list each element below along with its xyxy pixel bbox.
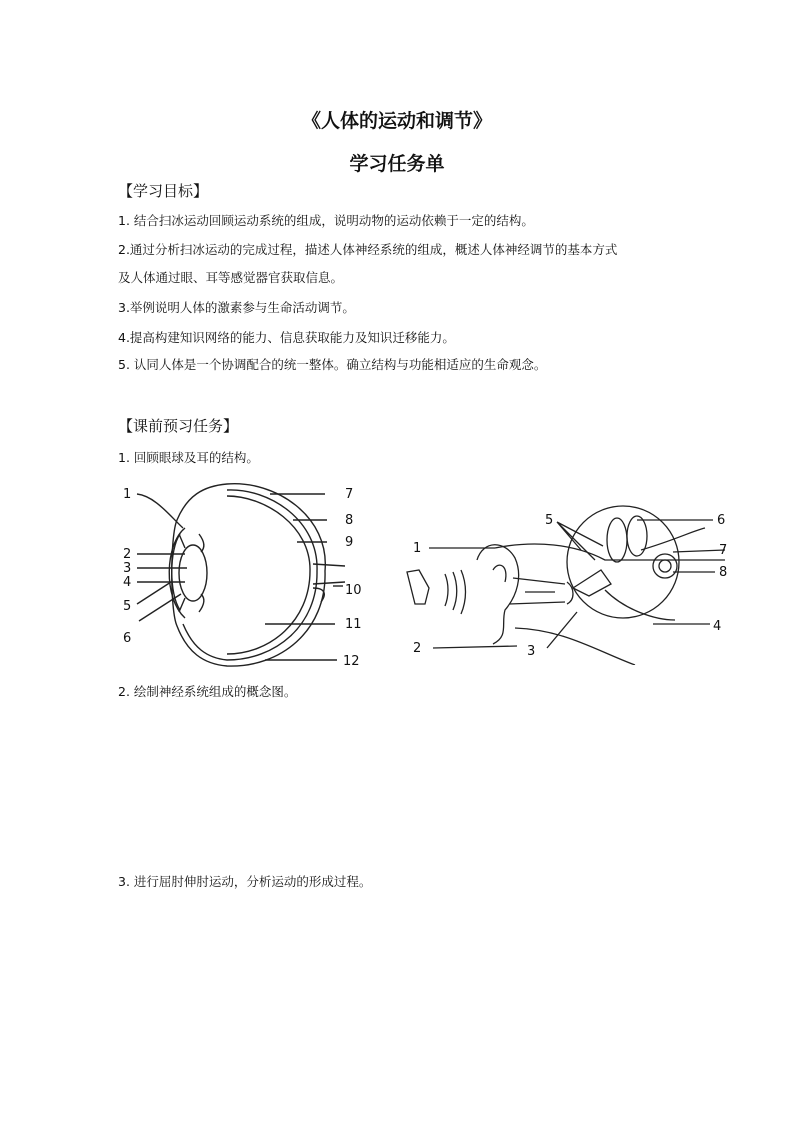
ear-label-7: 7	[719, 543, 728, 558]
preview-task-3: 3. 进行屈肘伸肘运动，分析运动的形成过程。	[118, 874, 372, 889]
preview-heading: 【课前预习任务】	[118, 417, 239, 435]
eye-label-6: 6	[123, 631, 132, 646]
eye-diagram	[115, 476, 375, 676]
ear-label-4: 4	[713, 619, 722, 634]
eye-label-11: 11	[345, 617, 362, 632]
ear-label-6: 6	[717, 513, 726, 528]
eye-label-4: 4	[123, 575, 132, 590]
eye-label-3: 3	[123, 561, 132, 576]
objective-line: 2.通过分析扫冰运动的完成过程，描述人体神经系统的组成，概述人体神经调节的基本方式	[118, 242, 618, 257]
eye-label-12: 12	[343, 654, 360, 669]
objective-line: 及人体通过眼、耳等感觉器官获取信息。	[118, 270, 344, 285]
document-subtitle: 学习任务单	[349, 153, 445, 175]
objectives-heading: 【学习目标】	[118, 182, 209, 200]
document-title: 《人体的运动和调节》	[301, 110, 492, 132]
preview-task-2: 2. 绘制神经系统组成的概念图。	[118, 684, 297, 699]
eye-label-10: 10	[345, 583, 362, 598]
ear-label-2: 2	[413, 641, 422, 656]
eye-label-9: 9	[345, 535, 354, 550]
objective-line: 4.提高构建知识网络的能力、信息获取能力及知识迁移能力。	[118, 330, 455, 345]
eye-label-8: 8	[345, 513, 354, 528]
ear-label-8: 8	[719, 565, 728, 580]
preview-task-1: 1. 回顾眼球及耳的结构。	[118, 450, 259, 465]
eye-label-7: 7	[345, 487, 354, 502]
eye-label-2: 2	[123, 547, 132, 562]
ear-label-1: 1	[413, 541, 422, 556]
objective-line: 5. 认同人体是一个协调配合的统一整体。确立结构与功能相适应的生命观念。	[118, 357, 547, 372]
objective-line: 1. 结合扫冰运动回顾运动系统的组成，说明动物的运动依赖于一定的结构。	[118, 213, 534, 228]
objective-line: 3.举例说明人体的激素参与生命活动调节。	[118, 300, 355, 315]
eye-label-5: 5	[123, 599, 132, 614]
ear-label-5: 5	[545, 513, 554, 528]
ear-diagram	[405, 500, 750, 665]
ear-label-3: 3	[527, 644, 536, 659]
eye-label-1: 1	[123, 487, 132, 502]
